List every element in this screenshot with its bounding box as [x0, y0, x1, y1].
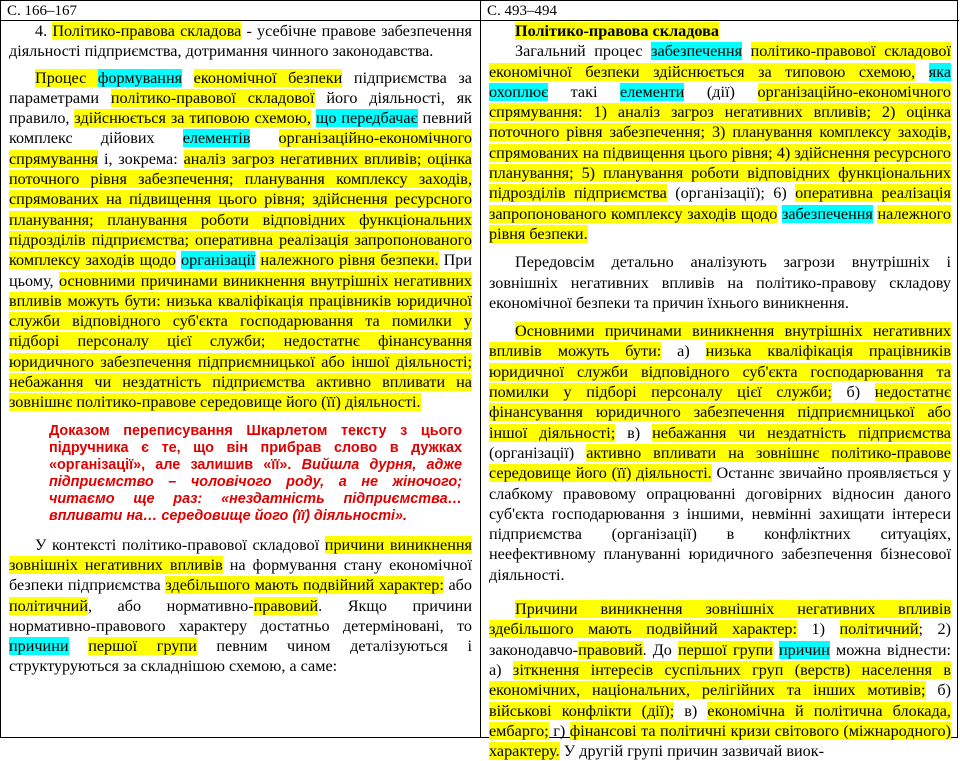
- text-run: Передовсім детально аналізують загрози внутрішніх і зовнішніх негативних впливів на політико-правову складову економічної безпеки та причин їхнього виникнення.: [489, 253, 951, 312]
- text-run: 1): [796, 620, 840, 639]
- text-run: ; 2) законодавчо-: [489, 620, 952, 659]
- highlight-yellow: організаційно-економічного спрямування: [9, 129, 472, 168]
- right-paragraph-3: [489, 321, 951, 585]
- text-run: . Якщо причини нормативно-правового характеру достатньо детерміновані, то: [9, 596, 472, 635]
- highlight-yellow: правовий: [253, 596, 319, 615]
- highlight-cyan: причин: [779, 640, 830, 659]
- highlight-cyan: організації: [181, 251, 256, 270]
- highlight-cyan: елементи: [620, 82, 685, 101]
- highlight-yellow: здійснюється за типовою схемою,: [74, 109, 311, 128]
- right-paragraph-4: [489, 599, 951, 761]
- highlight-yellow: Процес: [35, 68, 98, 87]
- right-paragraph-2: [489, 252, 951, 313]
- text-run: можна віднести: а): [489, 640, 952, 679]
- highlight-cyan: забезпечення: [651, 42, 743, 61]
- highlight-yellow: Причини виникнення зовнішніх негативних впливів здебільшого мають подвійний характер:: [489, 600, 951, 639]
- highlight-yellow: економічної безпеки: [193, 68, 343, 87]
- text-run: [182, 69, 194, 87]
- text-run: [250, 129, 278, 147]
- highlight-cyan: що передбачає: [315, 109, 418, 128]
- highlight-yellow: аналіз загроз негативних впливів; оцінка поточного рівня забезпечення; планування комплексу заходів, спрямованих на підвищення цього рівня; здійснення ресурсного планування; планування роботи відповідних функціональних підрозділів підприємства; оперативна реалізація запропонованого комплексу заходів щодо: [9, 149, 472, 270]
- highlight-cyan: причини: [9, 637, 69, 656]
- text-run: в): [674, 701, 708, 720]
- highlight-yellow: недостатнє фінансування юридичного забезпечення підприємницької або іншої діяльності;: [489, 383, 951, 442]
- text-run: або: [443, 576, 472, 595]
- text-run: Останнє звичайно проявляється у слабкому правовому опрацюванні договірних відносин даного суб'єкта господарювання з іншими, невмінні захищати інтереси підприємства (організації) в конфліктних ситуаціях, неефективному плануванні юридичного забезпечення бізнесової діяльності.: [489, 464, 951, 584]
- left-content: [1, 21, 480, 677]
- text-run: [915, 63, 929, 81]
- highlight-yellow: першої групи: [88, 637, 197, 656]
- text-run: Загальний процес: [515, 42, 652, 61]
- left-paragraph-3: [9, 535, 472, 677]
- highlight-yellow: Основними причинами виникнення внутрішніх негативних впливів можуть бути:: [489, 322, 951, 361]
- left-column: [1, 1, 481, 737]
- right-paragraph-1: [489, 41, 951, 244]
- highlight-yellow: основними причинами виникнення внутрішніх негативних впливів можуть бути: низька кваліфікація працівників юридичної служби відповідного суб'єкта господарювання та помилки у підборі персоналу цієї служби; недостатнє фінансування юридичного забезпечення підприємницької або іншої діяльності; небажання чи нездатність підприємства активно впливати на зовнішнє політико-правове середовище його (її) діяльності.: [9, 271, 472, 412]
- highlight-cyan: яка охоплює: [489, 62, 951, 101]
- text-run: (організації): [489, 443, 587, 462]
- highlight-yellow: економічна й політична блокада, ембарго;: [489, 701, 951, 740]
- right-column: [481, 1, 959, 761]
- reviewer-note-text: Доказом переписування Шкарлетом тексту з цього підручника є те, що він прибрав слово в дужках «організації», але залишив «її».: [49, 422, 462, 473]
- highlight-yellow: правовий: [578, 640, 643, 659]
- highlight-yellow: політико-правової складової: [110, 88, 315, 107]
- highlight-yellow: оперативна реалізація запропонованого комплексу заходів щодо: [489, 184, 951, 223]
- text-run: в): [615, 423, 653, 442]
- text-run: б): [831, 383, 875, 402]
- highlight-yellow: Політико-правова складова: [52, 22, 242, 40]
- highlight-yellow: політичний: [9, 596, 88, 615]
- highlight-yellow: здебільшого мають подвійний характер:: [165, 576, 444, 595]
- text-run: такі: [548, 82, 621, 101]
- text-run: підприємства за параметрами: [9, 68, 472, 107]
- highlight-yellow: причини виникнення зовнішніх негативних впливів: [9, 535, 472, 574]
- text-run: і, зокрема:: [98, 149, 184, 168]
- text-run: б): [925, 681, 951, 700]
- highlight-yellow: політичний: [839, 620, 919, 639]
- highlight-yellow: зіткнення інтересів суспільних груп (верств) населення в економічних, національних, релігійних та інших мотивів;: [489, 660, 952, 700]
- highlight-yellow: небажання чи нездатність підприємства: [652, 423, 951, 442]
- highlight-yellow: першої групи: [677, 640, 773, 659]
- text-run: [742, 42, 751, 60]
- left-paragraph-1: [9, 21, 472, 62]
- text-run: на формування стану економічної безпеки підприємства: [9, 555, 472, 595]
- text-run: 4.: [35, 22, 53, 40]
- highlight-yellow: належного рівня безпеки.: [260, 251, 439, 270]
- highlight-yellow: військові конфлікти (дії);: [489, 701, 675, 720]
- text-run: При цьому,: [9, 251, 473, 290]
- text-run: . До: [642, 640, 678, 659]
- text-run: , або нормативно-: [88, 596, 254, 615]
- text-run: - усебічне правове забезпечення діяльності підприємства, дотримання чинного законодавства.: [9, 22, 472, 61]
- highlight-cyan: забезпечення: [781, 204, 873, 223]
- text-run: г): [548, 721, 570, 740]
- right-title-line: [489, 21, 951, 41]
- text-run: певний комплекс дійових: [9, 109, 473, 148]
- highlight-yellow: організаційно-економічного спрямування: 1) аналіз загроз негативних впливів; 2) оцінка поточного рівня забезпечення; 3) планування комплексу заходів, спрямованих на підвищення цього рівня; 4) здійснення ресурсного планування; 5) планування роботи відповідних функціональних підрозділів підприємства: [489, 82, 951, 203]
- text-run: певним чином деталізуються і структуруються за складнішою схемою, а саме:: [9, 637, 473, 676]
- highlight-yellow: належного рівня безпеки.: [489, 204, 952, 243]
- left-paragraph-2: [9, 68, 472, 413]
- reviewer-note: [49, 423, 462, 525]
- highlight-yellow: фінансові та політичні кризи світового (міжнародного) характеру.: [489, 721, 952, 761]
- text-run: [69, 637, 89, 655]
- text-run: (організації); 6): [666, 184, 796, 203]
- highlight-yellow: низька кваліфікація працівників юридичної служби відповідного суб'єкта господарювання та помилки у підборі персоналу цієї служби;: [489, 342, 951, 402]
- highlight-cyan: елементів: [182, 129, 251, 148]
- right-section-title: Політико-правова складова: [515, 22, 719, 40]
- reviewer-note-italic: Вийшла дурня, адже підприємство – чоловічого роду, а не жіночого; читаємо ще раз: «нездатність підприємства… впливати на… середовище його (її) діяльності».: [49, 456, 463, 524]
- right-page-reference: С. 493–494: [481, 1, 959, 21]
- highlight-yellow: політико-правової складової економічної безпеки здійснюється за типовою схемою,: [489, 42, 952, 81]
- text-run: У контексті політико-правової складової: [35, 535, 325, 554]
- highlight-yellow: активно впливати на зовнішнє політико-правове середовище його (її) діяльності.: [489, 443, 951, 483]
- text-run: його діяльності, як правило,: [9, 88, 472, 128]
- right-content: [481, 21, 959, 761]
- text-run: а): [661, 342, 706, 361]
- text-run: (дії): [684, 82, 758, 101]
- text-run: У другій групі причин зазвичай виок-: [559, 742, 824, 761]
- left-page-reference: С. 166–167: [1, 1, 480, 21]
- highlight-cyan: формування: [97, 68, 183, 87]
